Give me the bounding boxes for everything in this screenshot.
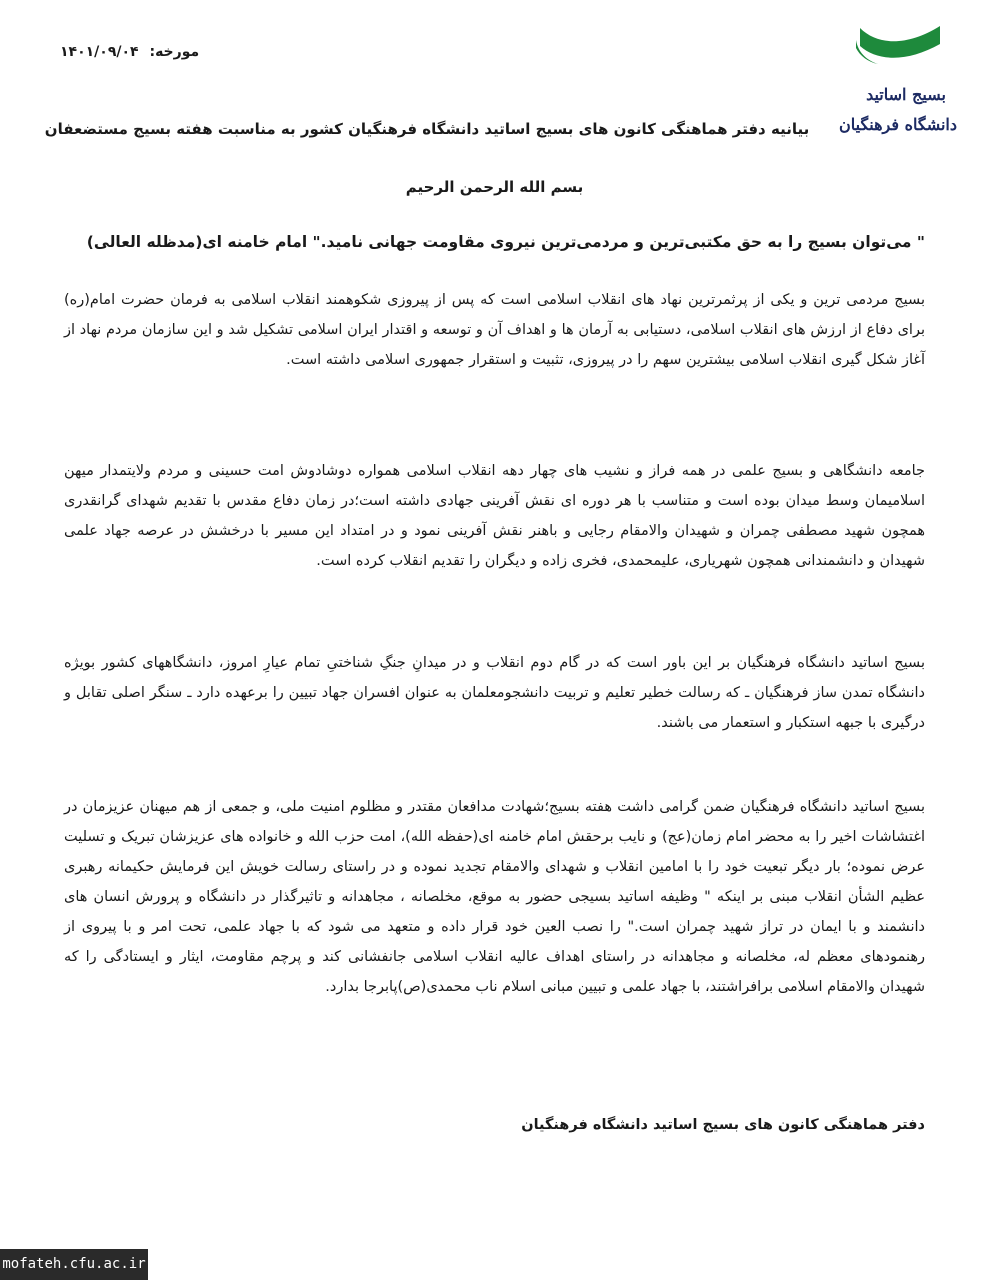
paragraph-4: بسیج اساتید دانشگاه فرهنگیان ضمن گرامی داشت هفته بسیج؛شهادت مدافعان مقتدر و مظلوم امنیت ملی، و جمعی از هم میهنان عزیزمان در اغتشاشات اخیر را به محضر امام زمان(عج) و نایب برحقش امام خامنه ای(حفظه الله)، امت حزب الله و خانواده های عزیزشان تبریک و تسلیت عرض نموده؛ بار دیگر تبعیت خود را با امامین انقلاب و شهدای والامقام تجدید نموده و در راستای رسالت خویش این فرمایش حکیمانه رهبری عظیم الشأن انقلاب مبنی بر اینکه " وظیفه اساتید بسیجی حضور به موقع، مخلصانه ، مجاهدانه و تاثیرگذار در دانشگاه و پرورش انسان های دانشمند و با ایمان در تراز شهید چمران است." را نصب العین خود قرار داده و متعهد می شود که با جهاد علمی، تحت امر و با پیروی از رهنمودهای معظم له، مخلصانه و مجاهدانه در راستای اهداف عالیه انقلاب اسلامی جانفشانی کند و پرچم مقاومت، ایثار و ایستادگی را که شهیدان والامقام اسلامی برافراشتند، با جهاد علمی و تبیین مبانی اسلام ناب محمدی(ص)پابرجا بدارد. — [64, 799, 925, 995]
date-label: مورخه: — [149, 44, 200, 60]
paragraph-3: بسیج اساتید دانشگاه فرهنگیان بر این باور است که در گام دوم انقلاب و در میدانِ جنگِ شناختیِ تمام عیارِ امروز، دانشگاههای کشور بویژه دانشگاه تمدن ساز فرهنگیان ـ که رسالت خطیر تعلیم و تربیت دانشجومعلمان به عنوان افسران جهاد تبیین را برعهده دارد ـ سنگر اصلی تقابل و درگیری با جبهه استکبار و استعمار می باشند. — [64, 655, 925, 731]
paragraph-2: جامعه دانشگاهی و بسیج علمی در همه فراز و نشیب های چهار دهه انقلاب اسلامی همواره دوشادوش امت حسینی و مردم ولایتمدار میهن اسلامیمان وسط میدان بوده است و متناسب با هر دوره ای نقش آفرینی جهادی داشته است؛در زمان دفاع مقدس با تقدیم شهدای گرانقدری همچون شهید مصطفی چمران و شهیدان والامقام رجایی و باهنر نقش آفرینی نمود و در امتداد این مسیر با درخشش در عرصه جهاد علمی شهیدان و دانشمندانی همچون شهریاری، علیمحمدی، فخری زاده و دیگران را تقدیم انقلاب کرده است. — [64, 463, 925, 569]
date-value: ۱۴۰۱/۰۹/۰۴ — [60, 44, 139, 60]
logo-text-line1: بسیج اساتید — [866, 85, 946, 104]
signature: دفتر هماهنگی کانون های بسیج اساتید دانشگاه فرهنگیان — [521, 1117, 925, 1133]
basij-logo — [839, 18, 957, 148]
statement-title: بیانیه دفتر هماهنگی کانون های بسیج اساتید دانشگاه فرهنگیان کشور به مناسبت هفته بسیج مستضعفان — [44, 120, 810, 138]
watermark-badge: mofateh.cfu.ac.ir — [0, 1249, 148, 1280]
logo-text-line2: دانشگاه فرهنگیان — [839, 115, 957, 134]
basij-ribbon-icon — [839, 18, 957, 148]
document-date — [60, 44, 240, 60]
leader-quote: " می‌توان بسیج را به حق مکتبی‌ترین و مردمی‌ترین نیروی مقاومت جهانی نامید." امام خامنه ای(مدظله العالی) — [86, 233, 925, 251]
basmala: بسم الله الرحمن الرحیم — [405, 178, 584, 196]
paragraph-1: بسیج مردمی ترین و یکی از پرثمرترین نهاد های انقلاب اسلامی است که پس از پیروزی شکوهمند انقلاب اسلامی به فرمان حضرت امام(ره) برای دفاع از ارزش های انقلاب اسلامی، دستیابی به آرمان ها و اهداف آن و توسعه و اقتدار ایران اسلامی تشکیل شد و این سازمان مردم نهاد از آغاز شکل گیری انقلاب اسلامی بیشترین سهم را در پیروزی، تثبیت و استقرار جمهوری اسلامی داشته است. — [64, 292, 925, 368]
